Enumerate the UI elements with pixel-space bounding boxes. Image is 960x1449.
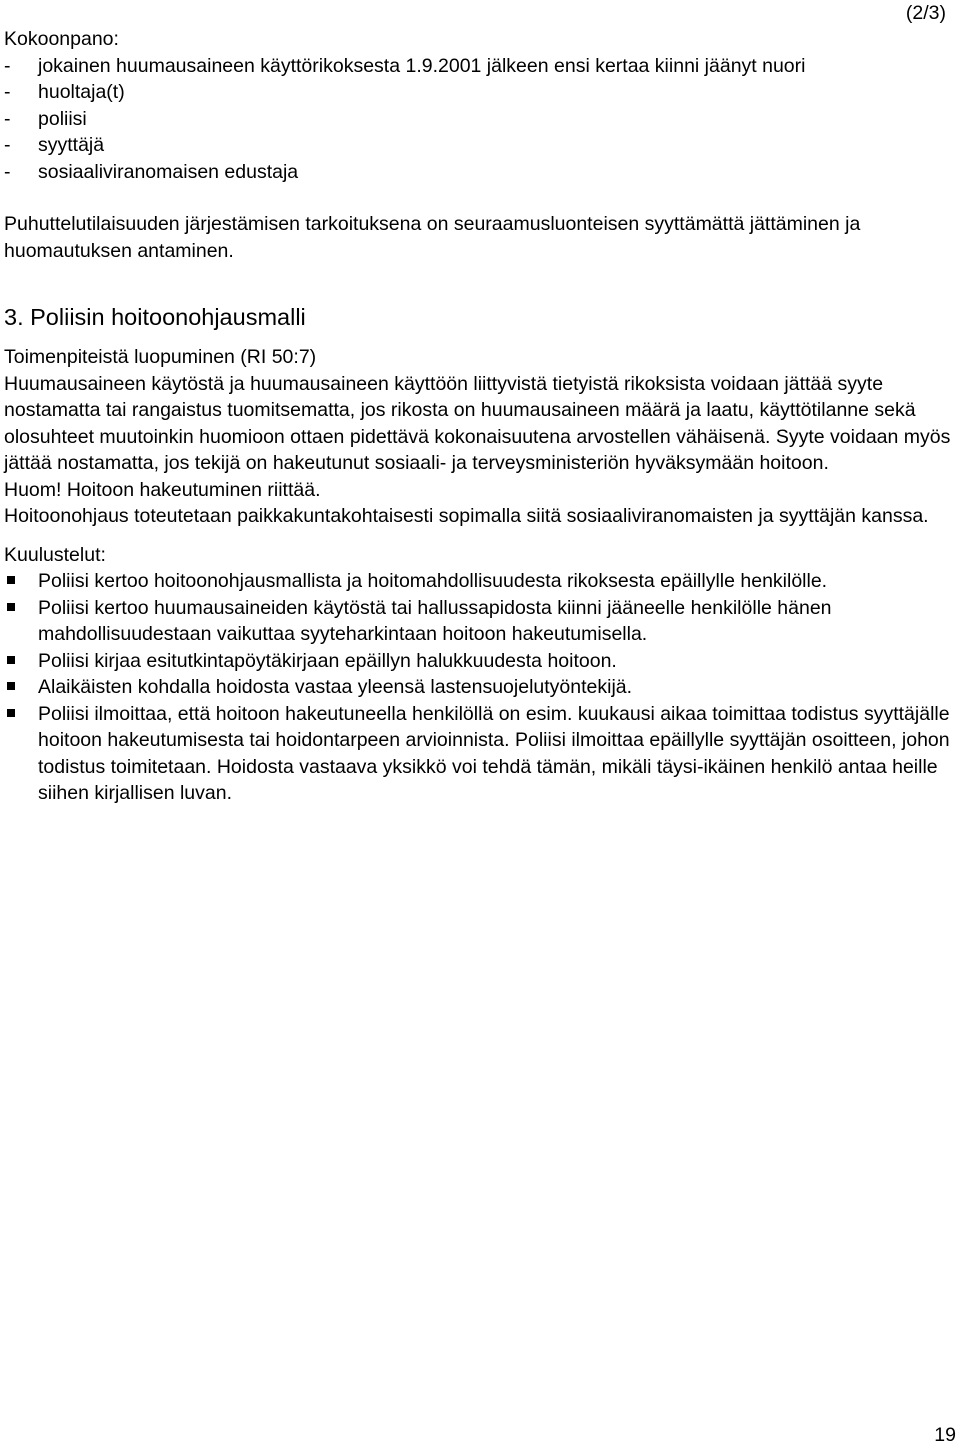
list-item-text: Poliisi kirjaa esitutkintapöytäkirjaan epäillyn halukkuudesta hoitoon. [38, 649, 617, 672]
square-bullet-icon [7, 603, 15, 611]
composition-item-text: huoltaja(t) [38, 81, 125, 103]
list-item [4, 674, 952, 701]
composition-item [4, 53, 952, 80]
dash-marker: - [4, 81, 11, 103]
composition-item-text: poliisi [38, 107, 87, 130]
list-item [4, 595, 952, 648]
composition-item [4, 79, 952, 106]
page-marker: (2/3) [905, 2, 946, 24]
dash-marker: - [4, 107, 11, 130]
body-text-part2: Syyte voidaan myös jättää nostamatta, jos tekijä on hakeutunut sosiaali- ja terveysministeriön hyväksymään hoitoon. [4, 425, 951, 474]
section-subheading: Toimenpiteistä luopuminen (RI 50:7) [4, 346, 317, 368]
square-bullet-icon [7, 576, 15, 584]
page-number: 19 [934, 1424, 956, 1446]
document-body [4, 26, 952, 807]
hearings-label: Kuulustelut: [4, 543, 106, 566]
hearings-list [4, 568, 952, 807]
composition-item-text: syyttäjä [38, 134, 105, 156]
dash-marker: - [4, 134, 11, 156]
composition-item [4, 132, 952, 159]
note-paragraph: Huom! Hoitoon hakeutuminen riittää. [4, 478, 321, 501]
dash-marker: - [4, 54, 11, 77]
dash-marker: - [4, 160, 11, 183]
square-bullet-icon [7, 709, 15, 717]
list-item-text: Poliisi ilmoittaa, että hoitoon hakeutuneella henkilöllä on esim. kuukausi aikaa toimittaa todistus syyttäjälle hoitoon hakeutumisesta tai hoidontarpeen arvioinnista. Poliisi ilmoittaa epäillylle syyttäjän osoitteen, johon todistus toimitetaan. Hoidosta vastaava yksikkö voi tehdä tämän, mikäli täysi-ikäinen henkilö antaa heille siihen kirjallisen luvan. [38, 702, 950, 804]
composition-item-text: jokainen huumausaineen käyttörikoksesta 1.9.2001 jälkeen ensi kertaa kiinni jäänyt nuori [38, 54, 806, 77]
square-bullet-icon [7, 682, 15, 690]
body-text-part1: Huumausaineen käytöstä ja huumausaineen käyttöön liittyvistä tietyistä rikoksista voidaan jättää syyte nostamatta tai rangaistus tuomitsematta, jos rikosta on huumausaineen määrä ja laatu, käyttötilanne sekä olosuhteet muutoinkin huomioon ottaen pidettävä kokonaisuutena arvostellen vähäisenä. [4, 372, 916, 448]
purpose-paragraph: Puhuttelutilaisuuden järjestämisen tarkoituksena on seuraamusluonteisen syyttämättä jättäminen ja huomautuksen antaminen. [4, 213, 861, 262]
list-item [4, 701, 952, 807]
list-item-text: Poliisi kertoo hoitoonohjausmallista ja hoitomahdollisuudesta rikoksesta epäillylle henkilölle. [38, 570, 828, 592]
section-heading: 3. Poliisin hoitoonohjausmalli [4, 304, 306, 330]
composition-item [4, 106, 952, 133]
composition-item-text: sosiaaliviranomaisen edustaja [38, 160, 299, 183]
list-item-text: Poliisi kertoo huumausaineiden käytöstä tai hallussapidosta kiinni jääneelle henkilölle hänen mahdollisuudestaan vaikuttaa syyteharkintaan hoitoon hakeutumisella. [38, 596, 832, 645]
body-paragraph [4, 371, 952, 477]
list-item [4, 648, 952, 675]
composition-label: Kokoonpano: [4, 28, 119, 50]
implementation-paragraph: Hoitoonohjaus toteutetaan paikkakuntakohtaisesti sopimalla siitä sosiaaliviranomaisten ja syyttäjän kanssa. [4, 505, 929, 527]
square-bullet-icon [7, 656, 15, 664]
list-item-text: Alaikäisten kohdalla hoidosta vastaa yleensä lastensuojelutyöntekijä. [38, 676, 633, 698]
list-item [4, 568, 952, 595]
composition-item [4, 159, 952, 186]
